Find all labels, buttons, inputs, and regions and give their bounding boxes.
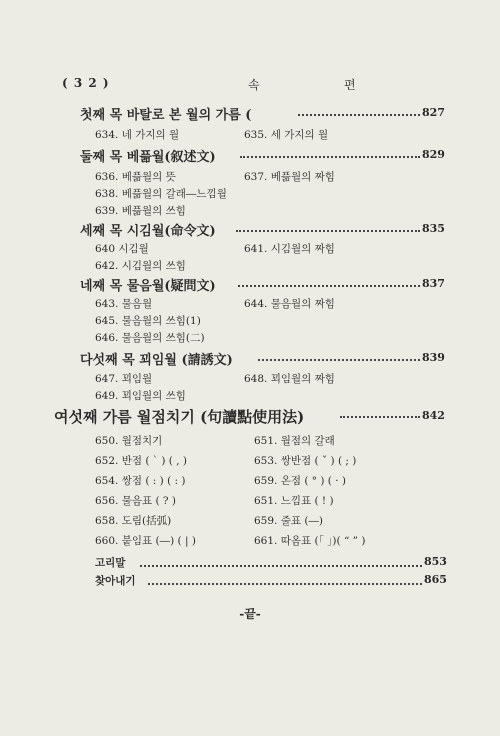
chapter-title: 세째 목 시김월(命令文) — [80, 224, 216, 239]
chapter-title: 첫째 목 바탈로 본 월의 가름 ( — [80, 108, 252, 123]
toc-item[interactable]: 648. 꾀임월의 짜힘 — [244, 373, 335, 385]
toc-item[interactable]: 646. 물음월의 쓰힘(二) — [95, 332, 205, 344]
toc-item[interactable]: 642. 시김월의 쓰힘 — [95, 260, 186, 272]
toc-item[interactable]: 654. 쌍점 ( : ) ( : ) — [95, 475, 186, 487]
toc-item[interactable]: 635. 세 가지의 월 — [244, 129, 329, 141]
page-number: ( 3 2 ) — [62, 76, 110, 90]
toc-item[interactable]: 659. 온점 ( ° ) ( · ) — [254, 475, 347, 487]
tail-label: 찾아내기 — [95, 575, 136, 587]
chapter-page: 829 — [422, 148, 445, 161]
toc-item[interactable]: 660. 붙임표 (―) ( | ) — [95, 535, 196, 547]
running-title-1: 속 — [248, 78, 260, 92]
chapter-title: 다섯째 목 꾀임월 (請誘文) — [80, 353, 233, 368]
toc-item[interactable]: 652. 반점 ( ˋ ) ( , ) — [95, 455, 188, 467]
chapter-title: 둘째 목 베픎월(叙述文) — [80, 150, 216, 165]
running-title-2: 편 — [344, 78, 356, 92]
section-page: 842 — [422, 409, 445, 422]
toc-item[interactable]: 636. 베픎월의 뜻 — [95, 171, 176, 183]
leader-dots — [238, 283, 420, 287]
toc-item[interactable]: 644. 물음월의 짜힘 — [244, 298, 335, 310]
toc-item[interactable]: 641. 시김월의 짜힘 — [244, 243, 335, 255]
leader-dots — [140, 563, 422, 567]
toc-item[interactable]: 647. 꾀임월 — [95, 373, 153, 385]
leader-dots — [148, 581, 422, 585]
toc-item[interactable]: 645. 물음월의 쓰힘(1) — [95, 315, 201, 327]
toc-item[interactable]: 639. 베픎월의 쓰힘 — [95, 205, 186, 217]
chapter-page: 835 — [422, 222, 445, 235]
toc-item[interactable]: 638. 베픎월의 갈래―느낌월 — [95, 188, 227, 200]
page-header — [62, 76, 442, 92]
tail-page: 853 — [424, 555, 447, 568]
toc-item[interactable]: 649. 꾀임월의 쓰힘 — [95, 390, 186, 402]
tail-label: 고리말 — [95, 557, 126, 569]
toc-item[interactable]: 651. 느낌표 ( ! ) — [254, 495, 334, 507]
toc-item[interactable]: 651. 월점의 갈래 — [254, 435, 335, 447]
toc-item[interactable]: 661. 따옴표 (「 」)( “ ” ) — [254, 535, 366, 547]
chapter-page: 827 — [422, 106, 445, 119]
tail-page: 865 — [424, 573, 447, 586]
end-mark: -끝- — [239, 607, 261, 621]
leader-dots — [298, 112, 420, 116]
section-title: 여섯째 가름 월점치기 (句讀點使用法) — [54, 408, 305, 426]
leader-dots — [240, 154, 420, 158]
chapter-page: 839 — [422, 351, 445, 364]
leader-dots — [340, 414, 420, 418]
toc-item[interactable]: 656. 물음표 ( ? ) — [95, 495, 176, 507]
toc-item[interactable]: 643. 물음월 — [95, 298, 153, 310]
leader-dots — [258, 357, 420, 361]
toc-item[interactable]: 650. 월점치기 — [95, 435, 163, 447]
toc-item[interactable]: 640 시김월 — [95, 243, 149, 255]
chapter-title: 네째 목 물음월(疑問文) — [80, 279, 216, 294]
toc-item[interactable]: 637. 베픎월의 짜힘 — [244, 171, 335, 183]
toc-item[interactable]: 634. 네 가지의 월 — [95, 129, 180, 141]
toc-item[interactable]: 653. 쌍반점 ( ˇ ) ( ; ) — [254, 455, 357, 467]
toc-item[interactable]: 658. 도림(括弧) — [95, 515, 172, 527]
chapter-page: 837 — [422, 277, 445, 290]
leader-dots — [236, 228, 420, 232]
toc-item[interactable]: 659. 줄표 (―) — [254, 515, 324, 527]
